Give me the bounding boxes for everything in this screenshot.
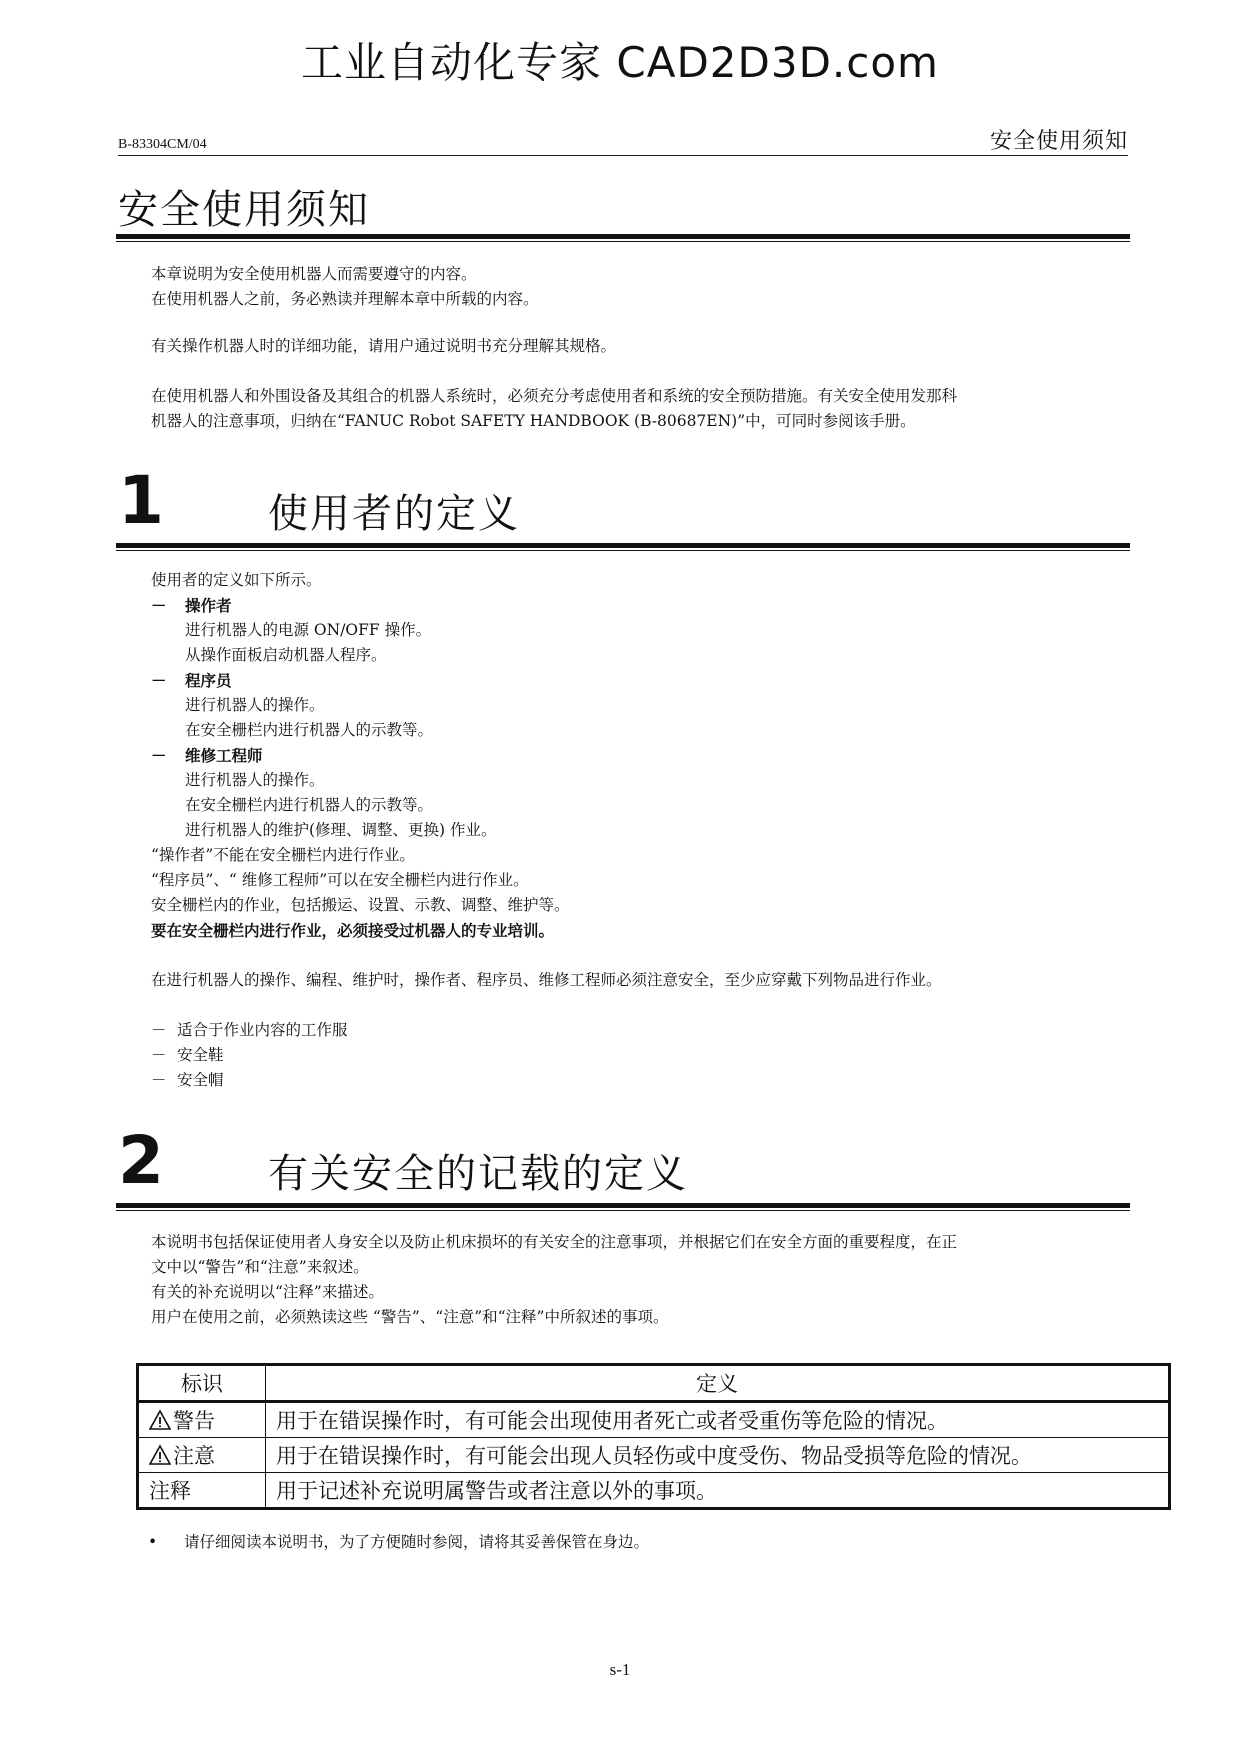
role-duty: 从操作面板启动机器人程序。 — [185, 646, 387, 664]
dash-glyph: － — [151, 746, 167, 765]
role-heading — [151, 743, 570, 768]
column-header-label: 标识 — [138, 1365, 266, 1402]
dash-glyph: － — [151, 671, 167, 690]
section-1-number: 1 — [118, 462, 164, 539]
user-definition-list — [151, 568, 570, 943]
role-heading — [151, 668, 570, 693]
page-title: 安全使用须知 — [118, 187, 370, 233]
safety-definition-table — [136, 1363, 1171, 1510]
wear-lead — [151, 968, 1131, 993]
label-text: 警告 — [173, 1408, 215, 1433]
role-duty: 在安全栅栏内进行机器人的示教等。 — [185, 796, 434, 814]
label-text: 注释 — [149, 1479, 191, 1503]
wear-item: 安全帽 — [177, 1071, 224, 1089]
section-1-lead: 使用者的定义如下所示。 — [151, 571, 322, 589]
role-duty: 进行机器人的维护(修理、调整、更换) 作业。 — [185, 821, 497, 839]
section-1-title: 使用者的定义 — [268, 491, 520, 537]
header-rule — [118, 155, 1128, 156]
section-2-rule-thin — [116, 1210, 1130, 1211]
list-item — [151, 1018, 348, 1043]
label-text: 注意 — [173, 1443, 215, 1468]
role-heading — [151, 593, 570, 618]
training-requirement: 要在安全栅栏内进行作业，必须接受过机器人的专业培训。 — [151, 921, 555, 940]
wear-item: 适合于作业内容的工作服 — [177, 1021, 348, 1039]
label-cell — [138, 1473, 266, 1509]
document-code: B-83304CM/04 — [118, 137, 207, 152]
title-rule-thin — [116, 241, 1130, 242]
wear-items-list — [151, 1018, 348, 1093]
dash-glyph: － — [151, 1046, 167, 1064]
reading-advice — [148, 1530, 649, 1552]
note-line: “程序员”、“ 维修工程师”可以在安全栅栏内进行作业。 — [151, 871, 529, 889]
note-line: 安全栅栏内的作业，包括搬运、设置、示教、调整、维护等。 — [151, 896, 570, 914]
role-duty: 在安全栅栏内进行机器人的示教等。 — [185, 721, 434, 739]
intro-block-3 — [151, 384, 1131, 434]
intro-block-1 — [151, 262, 1131, 312]
wear-lead-text: 在进行机器人的操作、编程、维护时，操作者、程序员、维修工程师必须注意安全，至少应穿戴下列物品进行作业。 — [151, 971, 942, 989]
section-2-number: 2 — [118, 1122, 164, 1199]
section-2-rule — [116, 1203, 1130, 1208]
intro-line: 有关操作机器人时的详细功能，请用户通过说明书充分理解其规格。 — [151, 337, 617, 355]
intro-block-2 — [151, 334, 1131, 359]
title-rule — [116, 234, 1130, 239]
table-header-row — [138, 1365, 1170, 1402]
intro-line: 在使用机器人之前，务必熟读并理解本章中所载的内容。 — [151, 290, 539, 308]
table-row — [138, 1438, 1170, 1473]
section-2-title: 有关安全的记载的定义 — [268, 1151, 688, 1197]
section-1-rule-thin — [116, 550, 1130, 551]
section-2-line: 本说明书包括保证使用者人身安全以及防止机床损坏的有关安全的注意事项，并根据它们在安全方面的重要程度，在正 — [151, 1233, 958, 1251]
section-1-rule — [116, 543, 1130, 548]
definition-cell: 用于在错误操作时，有可能会出现人员轻伤或中度受伤、物品受损等危险的情况。 — [266, 1438, 1170, 1473]
dash-glyph: － — [151, 1071, 167, 1089]
section-2-line: 有关的补充说明以“注释”来描述。 — [151, 1283, 384, 1301]
intro-line: 机器人的注意事项，归纳在“FANUC Robot SAFETY HANDBOOK (B-80687EN)”中，可同时参阅该手册。 — [151, 412, 916, 430]
table-row — [138, 1473, 1170, 1509]
list-item — [151, 1068, 348, 1093]
bullet-icon: • — [148, 1533, 158, 1551]
label-cell — [138, 1402, 266, 1438]
note-line: “操作者”不能在安全栅栏内进行作业。 — [151, 846, 415, 864]
wear-item: 安全鞋 — [177, 1046, 224, 1064]
definition-cell: 用于在错误操作时，有可能会出现使用者死亡或者受重伤等危险的情况。 — [266, 1402, 1170, 1438]
intro-line: 在使用机器人和外围设备及其组合的机器人系统时，必须充分考虑使用者和系统的安全预防措施。有关安全使用发那科 — [151, 387, 958, 405]
role-duty: 进行机器人的操作。 — [185, 696, 325, 714]
warning-triangle-icon — [149, 1409, 171, 1436]
role-duty: 进行机器人的电源 ON/OFF 操作。 — [185, 621, 432, 639]
role-name: 程序员 — [185, 671, 232, 690]
dash-glyph: － — [151, 1021, 167, 1039]
running-header-title: 安全使用须知 — [989, 129, 1128, 154]
definition-cell: 用于记述补充说明属警告或者注意以外的事项。 — [266, 1473, 1170, 1509]
site-banner: 工业自动化专家 CAD2D3D.com — [301, 38, 939, 87]
table-row — [138, 1402, 1170, 1438]
role-name: 维修工程师 — [185, 746, 263, 765]
page-number: s-1 — [609, 1660, 631, 1679]
reading-advice-text: 请仔细阅读本说明书，为了方便随时参阅，请将其妥善保管在身边。 — [184, 1533, 650, 1551]
role-duty: 进行机器人的操作。 — [185, 771, 325, 789]
section-2-line: 用户在使用之前，必须熟读这些 “警告”、“注意”和“注释”中所叙述的事项。 — [151, 1308, 669, 1326]
section-2-intro — [151, 1230, 1131, 1330]
section-2-line: 文中以“警告”和“注意”来叙述。 — [151, 1258, 369, 1276]
dash-glyph: － — [151, 596, 167, 615]
label-cell — [138, 1438, 266, 1473]
column-header-definition: 定义 — [266, 1365, 1170, 1402]
role-name: 操作者 — [185, 596, 232, 615]
list-item — [151, 1043, 348, 1068]
intro-line: 本章说明为安全使用机器人而需要遵守的内容。 — [151, 265, 477, 283]
warning-triangle-icon — [149, 1444, 171, 1471]
